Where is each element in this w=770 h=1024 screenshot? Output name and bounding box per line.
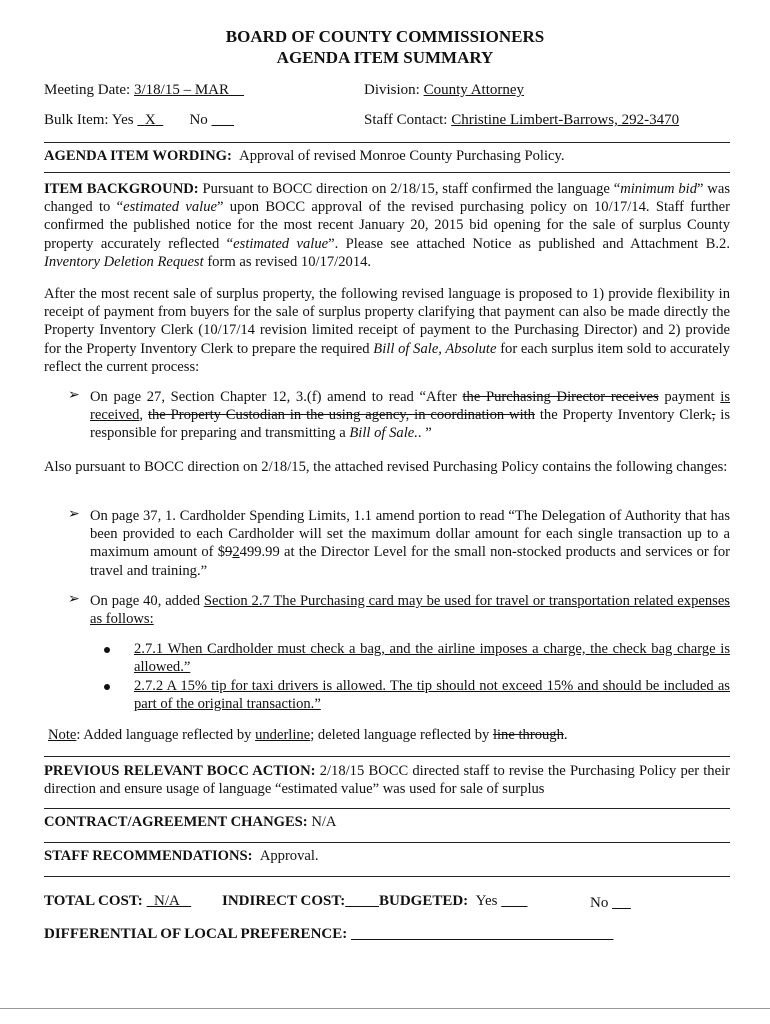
note: Note: Added language reflected by underline; deleted language reflected by line through. (48, 727, 568, 743)
meeting-date: Meeting Date: 3/18/15 – MAR (44, 82, 229, 98)
divider (44, 808, 730, 809)
document-subtitle: AGENDA ITEM SUMMARY (276, 48, 494, 67)
budgeted-no: No (590, 895, 609, 911)
background-paragraph-1: ITEM BACKGROUND: Pursuant to BOCC direction on 2/18/15, staff confirmed the language “minimum bid” was changed to “estimated value” upon BOCC approval of the revised purchasing policy on 10/17/14. Staff further confirmed the published notice for the most recent January 20, 2015 bid opening for the sale of surplus County property accurately reflected “estimated value”. Please see attached Notice as published and Attachment B.2. Inventory Deletion Request form as revised 10/17/2014. (44, 181, 731, 270)
amendment-page-37: On page 37, 1. Cardholder Spending Limits, 1.1 amend portion to read “The Delegation of Authority that has been provided to each Cardholder will set the maximum dollar amount for each single transaction up to a maximum amount of $92499.99 at the Director Level for the small non-stocked products and services or for travel and training.” (90, 508, 731, 579)
differential-local-preference: DIFFERENTIAL OF LOCAL PREFERENCE: (44, 926, 348, 942)
page-bottom-edge (0, 1008, 770, 1009)
arrow-bullet-icon: ➢ (68, 592, 80, 607)
bulk-yes-mark: X (144, 112, 156, 128)
contract-changes: CONTRACT/AGREEMENT CHANGES: N/A (44, 814, 337, 830)
meeting-date-value: 3/18/15 – MAR (133, 82, 229, 98)
bullet-dot-icon (104, 647, 110, 653)
arrow-bullet-icon: ➢ (68, 507, 80, 522)
section-2-7-2: 2.7.2 A 15% tip for taxi drivers is allowed. The tip should not exceed 15% and should be included as part of the original transaction.” (134, 678, 730, 713)
divider (44, 172, 730, 173)
staff-contact: Staff Contact: Christine Limbert-Barrows, 292-3470 (364, 112, 680, 128)
staff-recommendations: STAFF RECOMMENDATIONS: Approval. (44, 848, 319, 864)
bullet-dot-icon (104, 684, 110, 690)
background-paragraph-2: After the most recent sale of surplus property, the following revised language is proposed to 1) provide flexibility in receipt of payment from buyers for the sale of surplus property clarifying that payment can also be made directly the Property Inventory Clerk (10/17/14 revision limited receipt of payment to the Purchasing Director) and 2) provide for the Property Inventory Clerk to prepare the required Bill of Sale, Absolute for each surplus item sold to accurately reflect the current process: (44, 286, 730, 375)
document-title: BOARD OF COUNTY COMMISSIONERS (225, 27, 545, 46)
division-value: County Attorney (423, 82, 525, 98)
staff-contact-value: Christine Limbert-Barrows, 292-3470 (451, 112, 680, 128)
indirect-cost: INDIRECT COST: BUDGETED: Yes (222, 893, 498, 909)
budgeted-label: BUDGETED: (378, 893, 469, 909)
previous-bocc-action: PREVIOUS RELEVANT BOCC ACTION: 2/18/15 BOCC directed staff to revise the Purchasing Policy per their direction and ensure usage of language “estimated value” was used for sale of surplus (44, 763, 730, 798)
bulk-item: Bulk Item: Yes X No (44, 112, 208, 128)
division: Division: County Attorney (364, 82, 525, 98)
agenda-wording: AGENDA ITEM WORDING: Approval of revised Monroe County Purchasing Policy. (44, 148, 565, 164)
arrow-bullet-icon: ➢ (68, 388, 80, 403)
amendment-page-40: On page 40, added Section 2.7 The Purchasing card may be used for travel or transportation related expenses as follows: (90, 593, 730, 628)
amendment-page-27: On page 27, Section Chapter 12, 3.(f) amend to read “After the Purchasing Director receives payment is received, the Property Custodian in the using agency, in coordination with the Property Inventory Clerk, is responsible for preparing and transmitting a Bill of Sale.. ” (90, 389, 730, 442)
section-2-7-1: 2.7.1 When Cardholder must check a bag, and the airline imposes a charge, the check bag charge is allowed.” (134, 641, 730, 676)
background-paragraph-3: Also pursuant to BOCC direction on 2/18/15, the attached revised Purchasing Policy contains the following changes: (44, 459, 728, 475)
total-cost: TOTAL COST: N/A (44, 893, 180, 909)
divider (44, 142, 730, 143)
divider (44, 876, 730, 877)
divider (44, 842, 730, 843)
divider (44, 756, 730, 757)
total-cost-value: N/A (154, 893, 180, 909)
